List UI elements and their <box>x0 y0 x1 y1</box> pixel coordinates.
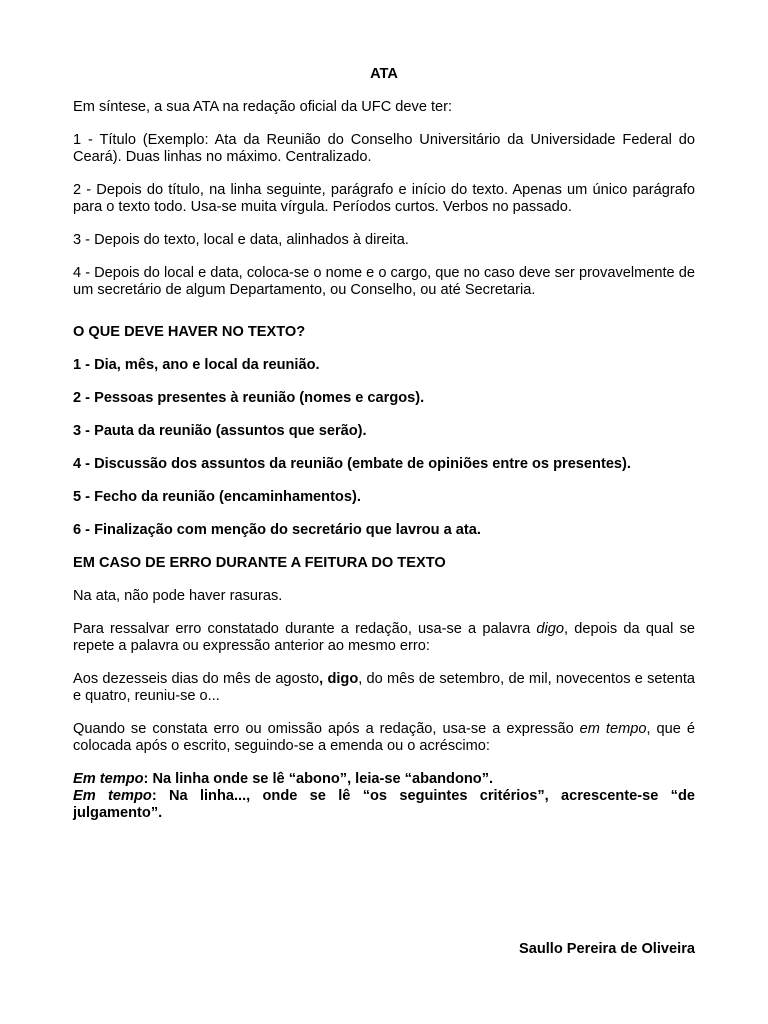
digo-example-paragraph <box>73 671 695 705</box>
em-tempo-example-1-text: : Na linha onde se lê “abono”, leia-se “abandono”. <box>143 771 494 787</box>
error-section-heading: EM CASO DE ERRO DURANTE A FEITURA DO TEXTO <box>73 555 446 571</box>
em-tempo-text-after: , que é colocada após o escrito, seguindo-se a emenda ou o acréscimo: <box>73 721 695 754</box>
digo-example-before: Aos dezesseis dias do mês de agosto <box>73 671 320 687</box>
document-body <box>73 66 695 838</box>
content-item-4: 4 - Discussão dos assuntos da reunião (embate de opiniões entre os presentes). <box>73 456 631 472</box>
em-tempo-text-before: Quando se constata erro ou omissão após a redação, usa-se a expressão <box>73 721 580 737</box>
rule-2: 2 - Depois do título, na linha seguinte, parágrafo e início do texto. Apenas um único parágrafo para o texto todo. Usa-se muita vírgula. Períodos curtos. Verbos no passado. <box>73 182 695 215</box>
content-item-5: 5 - Fecho da reunião (encaminhamentos). <box>73 489 361 505</box>
rule-1: 1 - Título (Exemplo: Ata da Reunião do Conselho Universitário da Universidade Federal do Ceará). Duas linhas no máximo. Centralizado. <box>73 132 695 165</box>
digo-paragraph <box>73 621 695 655</box>
digo-term: digo <box>536 621 564 637</box>
em-tempo-example-1-label: Em tempo <box>73 771 144 787</box>
digo-text-after: , depois da qual se repete a palavra ou expressão anterior ao mesmo erro: <box>73 621 696 654</box>
rule-3: 3 - Depois do texto, local e data, alinhados à direita. <box>73 232 409 248</box>
em-tempo-example-2-label: Em tempo <box>73 788 152 804</box>
rule-4: 4 - Depois do local e data, coloca-se o nome e o cargo, que no caso deve ser provavelmente de um secretário de algum Departamento, ou Conselho, ou até Secretaria. <box>73 265 695 298</box>
digo-text-before: Para ressalvar erro constatado durante a redação, usa-se a palavra <box>73 621 537 637</box>
author-signature: Saullo Pereira de Oliveira <box>518 941 695 957</box>
em-tempo-example-2-text: : Na linha..., onde se lê “os seguintes critérios”, acrescente-se “de julgamento”. <box>73 788 696 821</box>
em-tempo-paragraph <box>73 721 695 755</box>
content-item-2: 2 - Pessoas presentes à reunião (nomes e cargos). <box>73 390 425 406</box>
em-tempo-example-1 <box>73 771 695 788</box>
em-tempo-example-2 <box>73 788 695 822</box>
content-item-6: 6 - Finalização com menção do secretário que lavrou a ata. <box>73 522 481 538</box>
em-tempo-term: em tempo <box>579 721 647 737</box>
content-item-1: 1 - Dia, mês, ano e local da reunião. <box>73 357 320 373</box>
digo-example-after: , do mês de setembro, de mil, novecentos e setenta e quatro, reuniu-se o... <box>73 671 695 704</box>
content-section-heading: O QUE DEVE HAVER NO TEXTO? <box>73 324 306 340</box>
intro-paragraph: Em síntese, a sua ATA na redação oficial da UFC deve ter: <box>73 99 453 115</box>
digo-example-term: , digo <box>319 671 359 687</box>
no-erasures-paragraph: Na ata, não pode haver rasuras. <box>73 588 283 604</box>
content-item-3: 3 - Pauta da reunião (assuntos que serão). <box>73 423 367 439</box>
document-title: ATA <box>370 66 398 82</box>
